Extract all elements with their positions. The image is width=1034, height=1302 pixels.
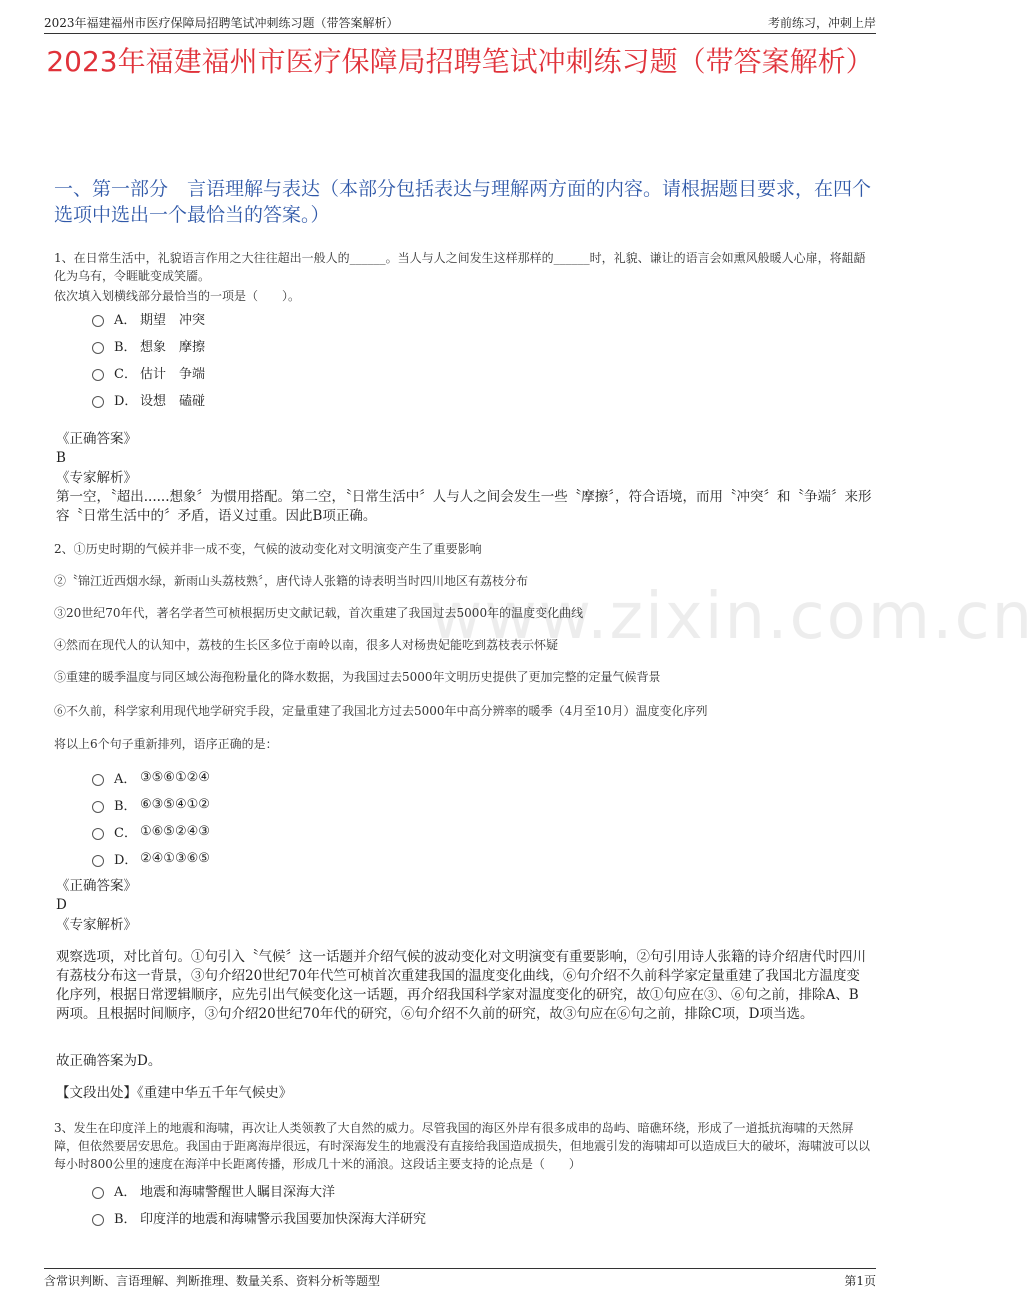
q1-answer-label: 《正确答案》 <box>56 431 137 447</box>
option-letter: A． <box>114 1184 137 1200</box>
q1-option-b[interactable] <box>92 336 205 354</box>
option-text: 期望 冲突 <box>140 312 206 328</box>
footer-topics: 含常识判断、言语理解、判断推理、数量关系、资料分析等题型 <box>44 1274 381 1288</box>
q2-answer-label: 《正确答案》 <box>56 878 137 894</box>
section-heading: 一、第一部分 言语理解与表达（本部分包括表达与理解两方面的内容。请根据题目要求，在四个选项中选出一个最恰当的答案。） <box>54 178 872 226</box>
option-letter: B． <box>114 798 137 814</box>
q2-sentence-4: ④然而在现代人的认知中，荔枝的生长区多位于南岭以南，很多人对杨贵妃能吃到荔枝表示怀疑 <box>54 638 559 652</box>
q2-sentence-1: 2、①历史时期的气候并非一成不变，气候的波动变化对文明演变产生了重要影响 <box>54 542 482 556</box>
radio-icon[interactable] <box>92 1187 104 1199</box>
header-doc-title: 2023年福建福州市医疗保障局招聘笔试冲刺练习题（带答案解析） <box>44 16 399 30</box>
radio-icon[interactable] <box>92 1214 104 1226</box>
option-letter: D． <box>114 393 138 409</box>
q1-option-d[interactable] <box>92 390 205 408</box>
option-letter: D． <box>114 852 138 868</box>
option-text: ②④①③⑥⑤ <box>140 850 210 866</box>
option-text: 印度洋的地震和海啸警示我国要加快深海大洋研究 <box>140 1211 427 1227</box>
page-title: 2023年福建福州市医疗保障局招聘笔试冲刺练习题（带答案解析） <box>46 45 874 78</box>
header-slogan: 考前练习，冲刺上岸 <box>767 16 876 30</box>
q3-option-b[interactable] <box>92 1208 426 1226</box>
option-letter: A． <box>114 312 137 328</box>
q1-stem: 1、在日常生活中，礼貌语言作用之大往往超出一般人的______。当人与人之间发生这样那样的______时，礼貌、谦让的语言会如熏风般暖人心扉，将龃龉化为乌有，令睚眦变成笑靥。 <box>54 251 866 283</box>
option-letter: A． <box>114 771 137 787</box>
radio-icon[interactable] <box>92 774 104 786</box>
option-letter: B． <box>114 1211 137 1227</box>
q2-source: 【文段出处】《重建中华五千年气候史》 <box>56 1085 293 1101</box>
q2-sentence-5: ⑤重建的暖季温度与同区域公海孢粉量化的降水数据，为我国过去5000年文明历史提供了更加完整的定量气候背景 <box>54 670 661 684</box>
option-text: ⑥③⑤④①② <box>140 796 210 812</box>
q1-prompt: 依次填入划横线部分最恰当的一项是（ ）。 <box>54 289 301 303</box>
option-text: 地震和海啸警醒世人瞩目深海大洋 <box>140 1184 336 1200</box>
q2-answer: D <box>56 897 67 913</box>
radio-icon[interactable] <box>92 342 104 354</box>
q2-option-a[interactable] <box>92 768 210 786</box>
page-header <box>44 12 876 34</box>
q2-analysis: 观察选项，对比首句。①句引入〝气候〞这一话题并介绍气候的波动变化对文明演变有重要影响，②句引用诗人张籍的诗介绍唐代时四川有荔枝分布这一背景，③句介绍20世纪70年代竺可桢首次重建我国的温度变化曲线，⑥句介绍不久前科学家定量重建了我国北方温度变化序列，根据日常逻辑顺序，应先引出气候变化这一话题，再介绍我国科学家对温度变化的研究，故①句应在③、⑥句之前，排除A、B两项。且根据时间顺序，③句介绍20世纪70年代的研究，⑥句介绍不久前的研究，故③句应在⑥句之前，排除C项，D项当选。 <box>56 949 866 1022</box>
q1-option-a[interactable] <box>92 309 205 327</box>
option-letter: B． <box>114 339 137 355</box>
q2-option-b[interactable] <box>92 795 210 813</box>
option-text: 估计 争端 <box>140 366 206 382</box>
option-text: 设想 磕碰 <box>140 393 206 409</box>
radio-icon[interactable] <box>92 369 104 381</box>
q3-option-a[interactable] <box>92 1181 335 1199</box>
q1-answer: B <box>56 450 66 466</box>
option-text: ①⑥⑤②④③ <box>140 823 210 839</box>
q2-sentence-6: ⑥不久前，科学家利用现代地学研究手段，定量重建了我国北方过去5000年中高分辨率的暖季（4月至10月）温度变化序列 <box>54 704 708 718</box>
q1-analysis: 第一空，〝超出......想象〞为惯用搭配。第二空，〝日常生活中〞人与人之间会发生一些〝摩擦〞，符合语境，而用〝冲突〞和〝争端〞来形容〝日常生活中的〞矛盾，语义过重。因此B项正确。 <box>56 489 872 524</box>
option-text: 想象 摩擦 <box>140 339 206 355</box>
radio-icon[interactable] <box>92 855 104 867</box>
page-number: 第1页 <box>844 1274 876 1288</box>
q2-option-c[interactable] <box>92 822 210 840</box>
q2-sentence-2: ②〝锦江近西烟水绿，新雨山头荔枝熟〞，唐代诗人张籍的诗表明当时四川地区有荔枝分布 <box>54 574 529 588</box>
q1-option-c[interactable] <box>92 363 205 381</box>
q1-analysis-label: 《专家解析》 <box>56 470 137 486</box>
radio-icon[interactable] <box>92 828 104 840</box>
q3-stem: 3、发生在印度洋上的地震和海啸，再次让人类领教了大自然的威力。尽管我国的海区外岸有很多成串的岛屿、暗礁环绕，形成了一道抵抗海啸的天然屏障，但依然要居安思危。我国由于距离海岸很远，有时深海发生的地震没有直接给我国造成损失，但地震引发的海啸却可以造成巨大的破坏，海啸波可以以每小时800公里的速度在海洋中长距离传播，形成几十米的涌浪。这段话主要支持的论点是（ ） <box>54 1121 871 1171</box>
q2-option-d[interactable] <box>92 849 210 867</box>
option-letter: C． <box>114 366 137 382</box>
radio-icon[interactable] <box>92 801 104 813</box>
radio-icon[interactable] <box>92 315 104 327</box>
q2-prompt: 将以上6个句子重新排列，语序正确的是： <box>54 737 278 751</box>
radio-icon[interactable] <box>92 396 104 408</box>
watermark: www.zixin.com.cn <box>430 580 1034 654</box>
option-text: ③⑤⑥①②④ <box>140 769 210 785</box>
page-footer <box>44 1268 876 1290</box>
q2-conclusion: 故正确答案为D。 <box>56 1053 162 1069</box>
q2-analysis-label: 《专家解析》 <box>56 917 137 933</box>
q2-sentence-3: ③20世纪70年代，著名学者竺可桢根据历史文献记载，首次重建了我国过去5000年的温度变化曲线 <box>54 606 584 620</box>
option-letter: C． <box>114 825 137 841</box>
